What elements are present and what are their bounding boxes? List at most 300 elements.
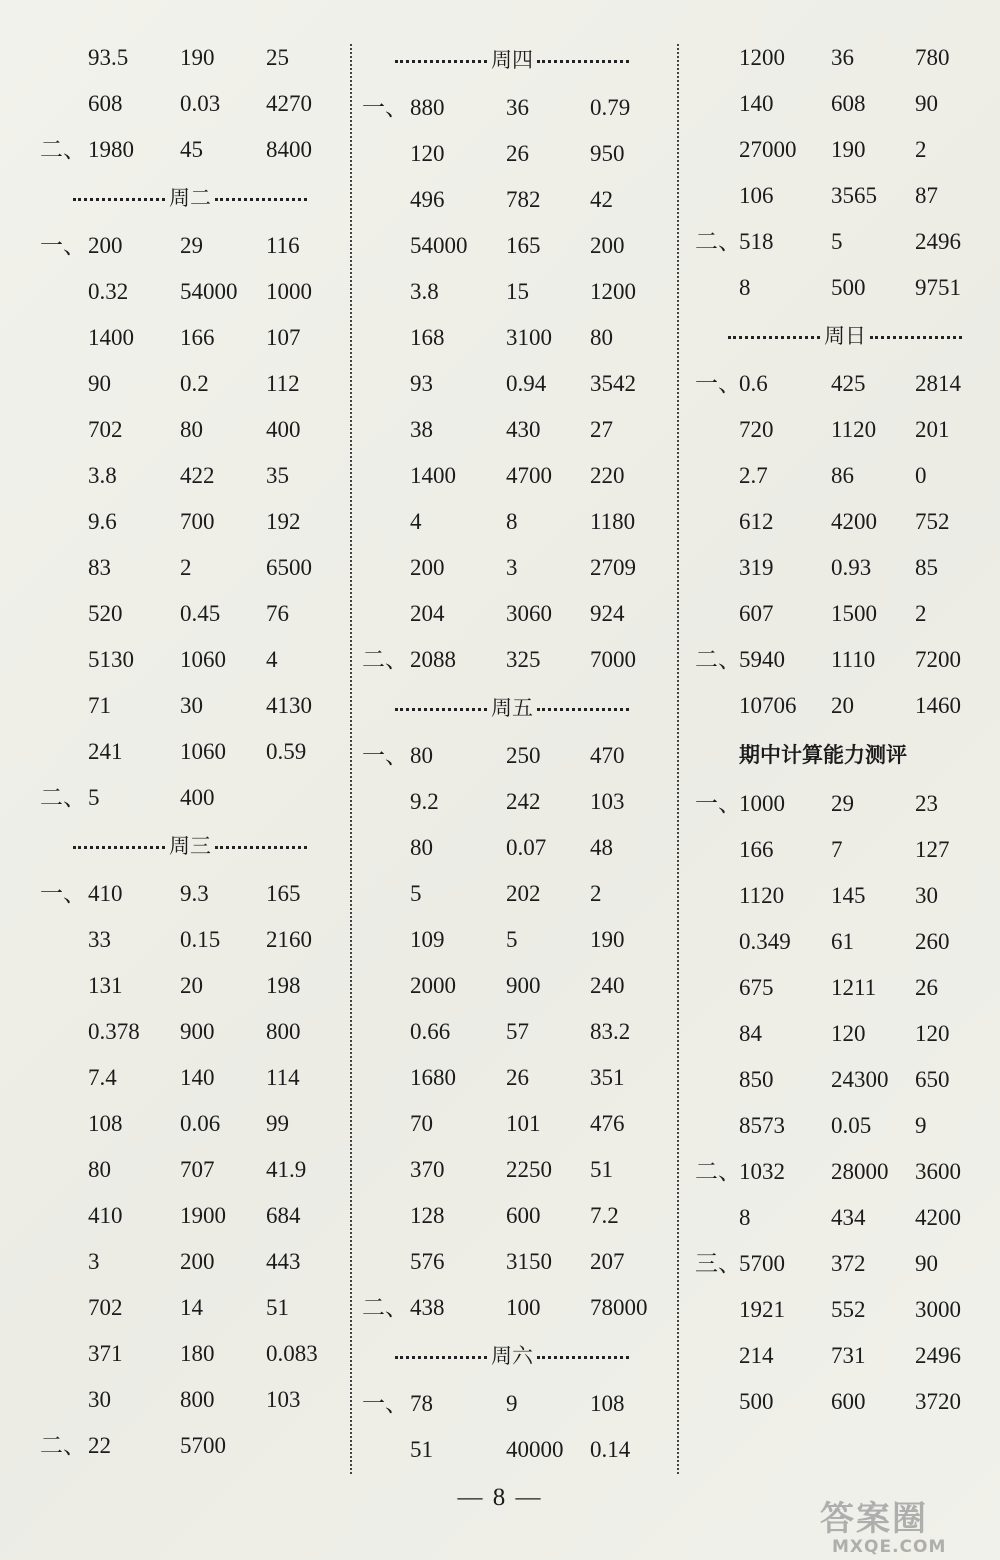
answer-value: 9.2 [410, 789, 439, 814]
answer-row [695, 1011, 995, 1057]
answer-value: 33 [88, 927, 111, 952]
answer-row [695, 35, 995, 81]
answer-value: 780 [915, 45, 950, 70]
answer-row [362, 361, 662, 407]
answer-value: 924 [590, 601, 625, 626]
answer-value: 23 [915, 791, 938, 816]
question-marker: 一、 [362, 743, 408, 768]
answer-value: 250 [506, 743, 541, 768]
answer-row [362, 407, 662, 453]
answer-value: 103 [590, 789, 625, 814]
answer-row [40, 407, 340, 453]
answer-row [695, 591, 995, 637]
answer-value: 6500 [266, 555, 312, 580]
answer-value: 1980 [88, 137, 134, 162]
answer-row [40, 453, 340, 499]
answer-value: 41.9 [266, 1157, 307, 1182]
watermark-logo [820, 1500, 995, 1558]
answer-row [695, 499, 995, 545]
answer-row [362, 779, 662, 825]
answer-value: 0.6 [739, 371, 768, 396]
answer-value: 1900 [180, 1203, 226, 1228]
answer-value: 2709 [590, 555, 636, 580]
answer-value: 241 [88, 739, 123, 764]
answer-row [40, 223, 340, 269]
answer-value: 103 [266, 1387, 301, 1412]
section-heading [695, 311, 995, 361]
answer-value: 0.66 [410, 1019, 451, 1044]
answer-value: 120 [410, 141, 445, 166]
answer-value: 3.8 [88, 463, 117, 488]
answer-value: 71 [88, 693, 111, 718]
answer-value: 200 [590, 233, 625, 258]
leader-dots [537, 1356, 629, 1359]
answer-value: 684 [266, 1203, 301, 1228]
answer-value: 86 [831, 463, 854, 488]
answer-value: 242 [506, 789, 541, 814]
answer-value: 800 [180, 1387, 215, 1412]
answer-value: 202 [506, 881, 541, 906]
question-marker: 三、 [695, 1251, 741, 1276]
question-marker: 二、 [362, 1295, 408, 1320]
answer-value: 48 [590, 835, 613, 860]
answer-value: 0.15 [180, 927, 221, 952]
answer-value: 114 [266, 1065, 300, 1090]
answer-value: 3100 [506, 325, 552, 350]
answer-row [40, 1101, 340, 1147]
answer-value: 2814 [915, 371, 961, 396]
answer-value: 35 [266, 463, 289, 488]
answer-value: 93 [410, 371, 433, 396]
answer-value: 29 [831, 791, 854, 816]
answer-row [40, 499, 340, 545]
answer-value: 430 [506, 417, 541, 442]
answer-value: 438 [410, 1295, 445, 1320]
answer-value: 28000 [831, 1159, 889, 1184]
answer-row [695, 545, 995, 591]
answer-value: 0.07 [506, 835, 547, 860]
answer-row [362, 85, 662, 131]
answer-value: 93.5 [88, 45, 129, 70]
answer-value: 372 [831, 1251, 866, 1276]
answer-value: 576 [410, 1249, 445, 1274]
answer-value: 120 [831, 1021, 866, 1046]
answer-value: 27 [590, 417, 613, 442]
answer-row [40, 963, 340, 1009]
answer-row [40, 1423, 340, 1469]
answer-value: 128 [410, 1203, 445, 1228]
answer-row [40, 127, 340, 173]
answer-row [695, 637, 995, 683]
answer-row [40, 1377, 340, 1423]
answer-row [40, 1147, 340, 1193]
answer-row [362, 1239, 662, 1285]
answer-row [362, 825, 662, 871]
answer-value: 190 [180, 45, 215, 70]
section-heading-label: 周三 [169, 834, 211, 858]
answer-row [695, 1103, 995, 1149]
answer-row [362, 1285, 662, 1331]
answer-value: 80 [410, 835, 433, 860]
answer-value: 190 [590, 927, 625, 952]
answer-value: 26 [915, 975, 938, 1000]
answer-row [362, 733, 662, 779]
answer-row [362, 315, 662, 361]
leader-dots [215, 846, 307, 849]
answer-value: 9751 [915, 275, 961, 300]
section-heading-label: 周五 [491, 696, 533, 720]
answer-value: 443 [266, 1249, 301, 1274]
answer-value: 87 [915, 183, 938, 208]
answer-value: 1180 [590, 509, 636, 534]
answer-value: 57 [506, 1019, 529, 1044]
answer-value: 500 [739, 1389, 774, 1414]
answer-value: 24300 [831, 1067, 889, 1092]
answer-value: 1921 [739, 1297, 785, 1322]
answer-value: 476 [590, 1111, 625, 1136]
answer-value: 99 [266, 1111, 289, 1136]
answer-value: 51 [266, 1295, 289, 1320]
section-heading [40, 821, 340, 871]
answer-value: 84 [739, 1021, 762, 1046]
answer-value: 30 [88, 1387, 111, 1412]
answer-value: 2 [590, 881, 602, 906]
answer-value: 1500 [831, 601, 877, 626]
answer-value: 80 [88, 1157, 111, 1182]
answer-value: 782 [506, 187, 541, 212]
answer-value: 30 [180, 693, 203, 718]
leader-dots [537, 60, 629, 63]
answer-value: 3 [506, 555, 518, 580]
question-marker: 一、 [40, 233, 86, 258]
answer-value: 78000 [590, 1295, 648, 1320]
answer-value: 1400 [410, 463, 456, 488]
answer-row [695, 1333, 995, 1379]
answer-value: 207 [590, 1249, 625, 1274]
answer-row [695, 265, 995, 311]
answer-value: 90 [915, 91, 938, 116]
answer-value: 260 [915, 929, 950, 954]
answer-value: 2 [915, 137, 927, 162]
answer-value: 351 [590, 1065, 625, 1090]
answer-value: 83.2 [590, 1019, 631, 1044]
answer-value: 26 [506, 141, 529, 166]
answer-value: 8400 [266, 137, 312, 162]
answer-value: 520 [88, 601, 123, 626]
answer-value: 101 [506, 1111, 541, 1136]
answer-row [695, 683, 995, 729]
answer-value: 240 [590, 973, 625, 998]
answer-value: 434 [831, 1205, 866, 1230]
answer-value: 166 [739, 837, 774, 862]
section-heading-label: 周四 [491, 48, 533, 72]
answer-value: 0.378 [88, 1019, 140, 1044]
answer-value: 0.32 [88, 279, 129, 304]
answer-value: 470 [590, 743, 625, 768]
answer-value: 410 [88, 881, 123, 906]
answer-value: 51 [590, 1157, 613, 1182]
answer-value: 325 [506, 647, 541, 672]
answer-value: 800 [266, 1019, 301, 1044]
answer-value: 1680 [410, 1065, 456, 1090]
answer-value: 0.083 [266, 1341, 318, 1366]
question-marker: 二、 [695, 1159, 741, 1184]
answer-value: 425 [831, 371, 866, 396]
watermark-url: MXQE.COM [832, 1537, 947, 1557]
answer-value: 9.3 [180, 881, 209, 906]
answer-row [695, 1241, 995, 1287]
answer-value: 26 [506, 1065, 529, 1090]
answer-value: 5 [88, 785, 100, 810]
answer-value: 1120 [739, 883, 785, 908]
answer-row [695, 1287, 995, 1333]
answer-column-3 [695, 35, 995, 1425]
answer-value: 0.45 [180, 601, 221, 626]
leader-dots [395, 60, 487, 63]
answer-value: 3600 [915, 1159, 961, 1184]
answer-row [695, 453, 995, 499]
answer-value: 140 [739, 91, 774, 116]
answer-value: 5 [410, 881, 422, 906]
answer-value: 518 [739, 229, 774, 254]
answer-value: 3.8 [410, 279, 439, 304]
section-heading [362, 1331, 662, 1381]
answer-row [362, 1427, 662, 1473]
answer-row [362, 963, 662, 1009]
answer-value: 165 [506, 233, 541, 258]
leader-dots [395, 708, 487, 711]
answer-row [695, 873, 995, 919]
answer-value: 702 [88, 417, 123, 442]
answer-value: 7000 [590, 647, 636, 672]
answer-value: 1032 [739, 1159, 785, 1184]
answer-value: 3720 [915, 1389, 961, 1414]
answer-value: 204 [410, 601, 445, 626]
answer-row [362, 1101, 662, 1147]
section-heading-label: 周六 [491, 1344, 533, 1368]
answer-row [362, 1009, 662, 1055]
answer-value: 14 [180, 1295, 203, 1320]
answer-value: 3542 [590, 371, 636, 396]
answer-row [695, 919, 995, 965]
answer-value: 5 [831, 229, 843, 254]
leader-dots [870, 336, 962, 339]
answer-value: 2250 [506, 1157, 552, 1182]
answer-value: 192 [266, 509, 301, 534]
answer-value: 4200 [915, 1205, 961, 1230]
answer-value: 1200 [590, 279, 636, 304]
answer-value: 1120 [831, 417, 877, 442]
question-marker: 二、 [40, 1433, 86, 1458]
answer-value: 5130 [88, 647, 134, 672]
answer-value: 607 [739, 601, 774, 626]
answer-value: 1000 [266, 279, 312, 304]
answer-row [40, 1285, 340, 1331]
answer-row [40, 1331, 340, 1377]
answer-value: 3060 [506, 601, 552, 626]
answer-row [362, 131, 662, 177]
answer-row [695, 1195, 995, 1241]
question-marker: 二、 [40, 137, 86, 162]
answer-value: 7200 [915, 647, 961, 672]
answer-row [40, 591, 340, 637]
answer-value: 7.4 [88, 1065, 117, 1090]
leader-dots [728, 336, 820, 339]
answer-value: 650 [915, 1067, 950, 1092]
answer-row [362, 269, 662, 315]
answer-row [695, 1149, 995, 1195]
answer-value: 0.93 [831, 555, 872, 580]
answer-value: 880 [410, 95, 445, 120]
answer-row [695, 361, 995, 407]
answer-value: 2088 [410, 647, 456, 672]
answer-value: 80 [410, 743, 433, 768]
leader-dots [395, 1356, 487, 1359]
answer-row [40, 35, 340, 81]
answer-row [695, 1057, 995, 1103]
answer-value: 80 [590, 325, 613, 350]
answer-value: 140 [180, 1065, 215, 1090]
answer-row [695, 219, 995, 265]
answer-value: 2160 [266, 927, 312, 952]
answer-value: 40000 [506, 1437, 564, 1462]
answer-value: 100 [506, 1295, 541, 1320]
answer-row [695, 127, 995, 173]
answer-value: 1000 [739, 791, 785, 816]
answer-value: 1060 [180, 647, 226, 672]
answer-value: 190 [831, 137, 866, 162]
answer-value: 707 [180, 1157, 215, 1182]
answer-row [40, 1193, 340, 1239]
answer-value: 145 [831, 883, 866, 908]
answer-row [40, 871, 340, 917]
answer-row [695, 781, 995, 827]
answer-value: 752 [915, 509, 950, 534]
section-title: 期中计算能力测评 [739, 743, 907, 767]
section-heading-label: 周二 [169, 186, 211, 210]
answer-value: 29 [180, 233, 203, 258]
question-marker: 二、 [40, 785, 86, 810]
answer-value: 4700 [506, 463, 552, 488]
column-divider [677, 44, 679, 1474]
answer-value: 2 [180, 555, 192, 580]
question-marker: 二、 [362, 647, 408, 672]
answer-value: 168 [410, 325, 445, 350]
answer-value: 0.2 [180, 371, 209, 396]
answer-row [362, 871, 662, 917]
answer-value: 127 [915, 837, 950, 862]
answer-value: 90 [88, 371, 111, 396]
answer-value: 10706 [739, 693, 797, 718]
answer-value: 45 [180, 137, 203, 162]
answer-value: 720 [739, 417, 774, 442]
answer-value: 36 [831, 45, 854, 70]
question-marker: 一、 [40, 881, 86, 906]
answer-value: 5700 [739, 1251, 785, 1276]
answer-value: 166 [180, 325, 215, 350]
answer-value: 8 [506, 509, 518, 534]
watermark-text: 答案圈 [820, 1499, 928, 1539]
answer-value: 200 [410, 555, 445, 580]
answer-value: 1200 [739, 45, 785, 70]
answer-value: 2 [915, 601, 927, 626]
leader-dots [537, 708, 629, 711]
answer-value: 702 [88, 1295, 123, 1320]
answer-value: 900 [180, 1019, 215, 1044]
answer-value: 371 [88, 1341, 123, 1366]
answer-value: 0.94 [506, 371, 547, 396]
answer-value: 120 [915, 1021, 950, 1046]
answer-value: 0.59 [266, 739, 307, 764]
answer-value: 85 [915, 555, 938, 580]
answer-value: 3565 [831, 183, 877, 208]
answer-value: 214 [739, 1343, 774, 1368]
answer-value: 2496 [915, 1343, 961, 1368]
answer-value: 7.2 [590, 1203, 619, 1228]
answer-column-1 [40, 35, 340, 1469]
answer-column-2 [362, 35, 662, 1473]
answer-value: 200 [180, 1249, 215, 1274]
answer-value: 3 [88, 1249, 100, 1274]
answer-row [362, 453, 662, 499]
answer-value: 950 [590, 141, 625, 166]
answer-value: 36 [506, 95, 529, 120]
answer-value: 850 [739, 1067, 774, 1092]
answer-value: 76 [266, 601, 289, 626]
page-number: — 8 — [457, 1484, 543, 1511]
answer-value: 8 [739, 1205, 751, 1230]
answer-value: 7 [831, 837, 843, 862]
answer-value: 496 [410, 187, 445, 212]
answer-value: 201 [915, 417, 950, 442]
answer-value: 8 [739, 275, 751, 300]
answer-row [40, 917, 340, 963]
answer-value: 0.06 [180, 1111, 221, 1136]
answer-value: 608 [831, 91, 866, 116]
answer-value: 200 [88, 233, 123, 258]
answer-row [40, 1239, 340, 1285]
question-marker: 一、 [695, 371, 741, 396]
answer-value: 5940 [739, 647, 785, 672]
answer-value: 400 [266, 417, 301, 442]
answer-value: 600 [506, 1203, 541, 1228]
answer-row [40, 1055, 340, 1101]
answer-value: 80 [180, 417, 203, 442]
answer-row [695, 965, 995, 1011]
section-heading-label: 周日 [824, 324, 866, 348]
question-marker: 二、 [695, 229, 741, 254]
answer-value: 0.14 [590, 1437, 631, 1462]
answer-row [362, 1381, 662, 1427]
question-marker: 一、 [362, 1391, 408, 1416]
answer-value: 5 [506, 927, 518, 952]
answer-value: 20 [180, 973, 203, 998]
answer-row [362, 637, 662, 683]
answer-value: 9 [915, 1113, 927, 1138]
answer-value: 15 [506, 279, 529, 304]
answer-row [40, 315, 340, 361]
answer-row [40, 545, 340, 591]
answer-value: 0.349 [739, 929, 791, 954]
leader-dots [215, 198, 307, 201]
answer-value: 422 [180, 463, 215, 488]
question-marker: 一、 [362, 95, 408, 120]
answer-value: 90 [915, 1251, 938, 1276]
answer-value: 0 [915, 463, 927, 488]
answer-value: 9.6 [88, 509, 117, 534]
answer-value: 400 [180, 785, 215, 810]
answer-value: 106 [739, 183, 774, 208]
